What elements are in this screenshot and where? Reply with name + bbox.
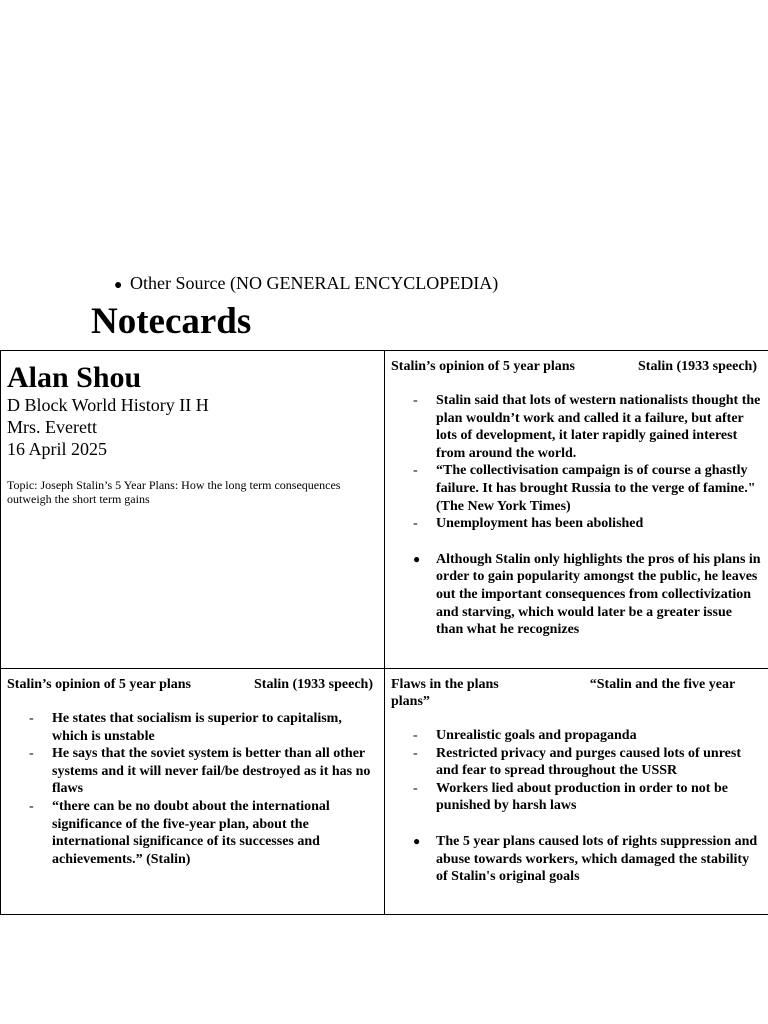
list-item xyxy=(391,745,762,780)
list-item-text: Although Stalin only highlights the pros of his plans in order to gain popularity amongst the public, he leaves out the important consequences from collectivization and starving, which would later be a greater issue than what he recognizes xyxy=(436,551,761,638)
topic: Topic: Joseph Stalin’s 5 Year Plans: How the long term consequences outweigh the short term gains xyxy=(7,478,341,506)
analysis-list xyxy=(391,833,762,886)
student-name: Alan Shou xyxy=(7,361,142,394)
list-item xyxy=(391,392,762,462)
dash-marker: - xyxy=(413,728,418,743)
list-item-text: Restricted privacy and purges caused lots of unrest and fear to spread throughout the USSR xyxy=(436,745,742,779)
card-heading: Stalin’s opinion of 5 year plans Stalin (1933 speech) xyxy=(391,359,757,374)
bullet-dot: ● xyxy=(114,278,123,293)
list-item-text: Unemployment has been abolished xyxy=(436,516,644,532)
dash-list xyxy=(391,392,762,533)
analysis-list xyxy=(391,551,762,639)
dash-list xyxy=(7,710,378,868)
list-item xyxy=(391,780,762,815)
notecard-stalin-opinion-2 xyxy=(1,669,385,915)
source-bullet-text: Other Source (NO GENERAL ENCYCLOPEDIA) xyxy=(130,273,499,293)
list-item xyxy=(391,515,762,533)
page-heading: Notecards xyxy=(91,301,252,342)
dash-marker: - xyxy=(413,393,418,408)
dot-marker: ● xyxy=(413,833,421,848)
card-heading: Stalin’s opinion of 5 year plans Stalin (1933 speech) xyxy=(7,677,373,692)
notecards-table xyxy=(0,350,768,915)
list-item-text: He states that socialism is superior to capitalism, which is unstable xyxy=(52,711,342,744)
notecard-flaws xyxy=(385,669,768,915)
dash-marker: - xyxy=(29,711,34,726)
list-item xyxy=(7,798,378,868)
list-item-text: “there can be no doubt about the international significance of the five-year plan, about the international significance of its successes and achievements.” (Stalin) xyxy=(52,798,330,867)
list-item xyxy=(7,710,378,745)
class-name: D Block World History II H xyxy=(7,395,209,415)
teacher-name: Mrs. Everett xyxy=(7,417,97,437)
dot-marker: ● xyxy=(413,551,421,566)
list-item-text: Stalin said that lots of western nationalists thought the plan wouldn’t work and called it a failure, but after lots of development, it later rapidly gained interest from around the world. xyxy=(436,393,761,461)
dash-marker: - xyxy=(413,516,418,532)
list-item xyxy=(391,551,762,639)
list-item-text: “The collectivisation campaign is of course a ghastly failure. It has brought Russia to the verge of famine." (The New York Times) xyxy=(436,463,756,514)
list-item-text: Workers lied about production in order to not be punished by harsh laws xyxy=(436,780,728,814)
list-item xyxy=(391,727,762,745)
list-item xyxy=(391,462,762,515)
dash-marker: - xyxy=(29,746,34,762)
list-item-text: The 5 year plans caused lots of rights suppression and abuse towards workers, which damaged the stability of Stalin's original goals xyxy=(436,833,758,885)
dash-marker: - xyxy=(413,745,418,761)
notecard-stalin-opinion-1 xyxy=(385,351,768,669)
dash-marker: - xyxy=(413,463,418,479)
list-item-text: Unrealistic goals and propaganda xyxy=(436,728,637,743)
date: 16 April 2025 xyxy=(7,439,108,459)
source-bullet xyxy=(114,272,498,297)
list-item xyxy=(7,745,378,798)
dash-marker: - xyxy=(29,798,34,814)
dash-marker: - xyxy=(413,780,418,796)
title-card xyxy=(1,351,385,669)
list-item-text: He says that the soviet system is better than all other systems and it will never fail/be destroyed as it has no flaws xyxy=(52,746,371,797)
card-heading: Flaws in the plans “Stalin and the five year plans” xyxy=(391,677,739,709)
list-item xyxy=(391,833,762,886)
dash-list xyxy=(391,727,762,815)
